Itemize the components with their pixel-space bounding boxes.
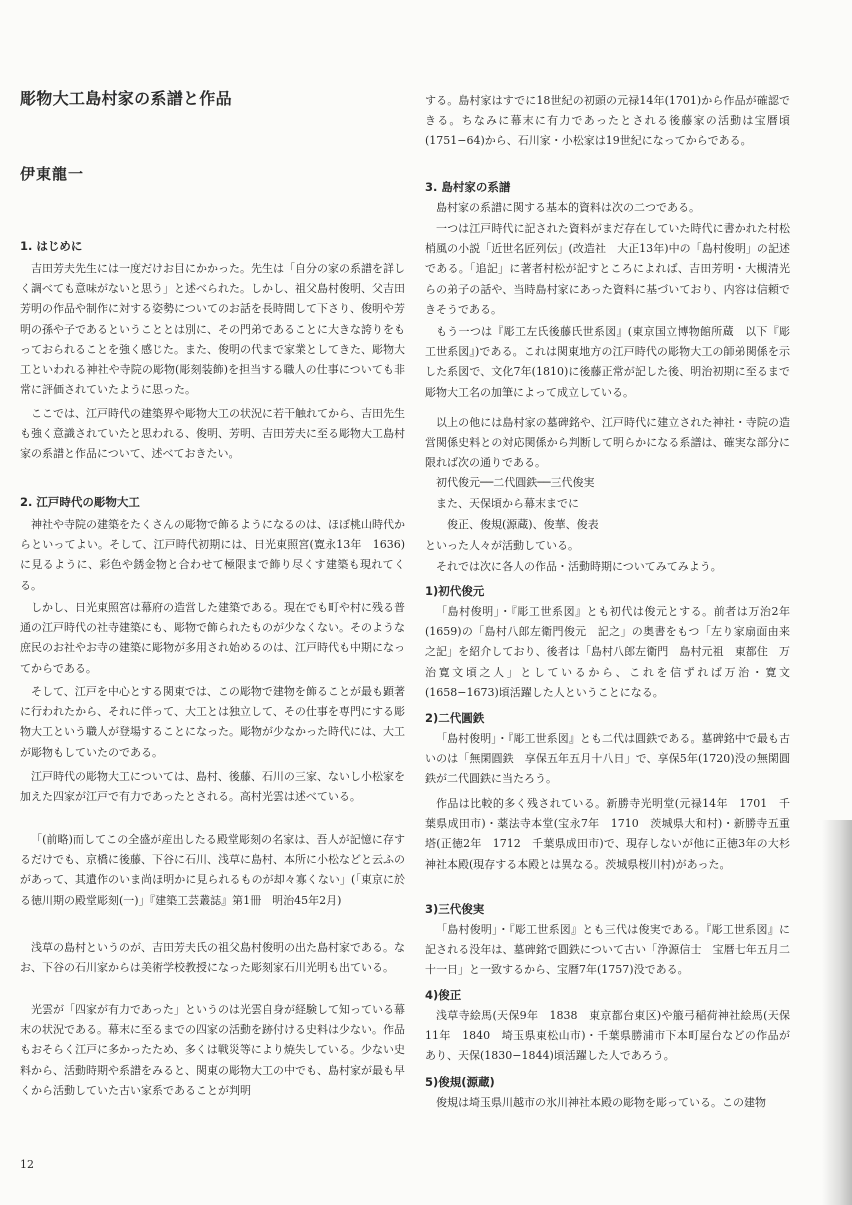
name-list: 俊正、俊規(源蔵)、俊華、俊表 [447,518,599,531]
paragraph: 「島村俊明」・『彫工世系図』とも二代は圓鉄である。墓碑銘中で最も古いのは「無閑圓鉄 享保五年五月十八日」で、享保5年(1720)没の無閑圓鉄が二代圓鉄に当たろう。 [425,732,790,786]
section-heading-2: 2. 江戸時代の彫物大工 [20,495,140,509]
page-number: 12 [20,1158,34,1171]
section-heading-1: 1. はじめに [20,239,83,253]
subsection-heading: 1)初代俊元 [425,584,485,598]
paragraph: 吉田芳夫先生には一度だけお目にかかった。先生は「自分の家の系譜を詳しく調べても意味がないと思う」と述べられた。しかし、祖父島村俊明、父吉田芳明の作品や制作に対する姿勢についてのお話を長時間して下さり、俊明や芳明の孫や子であるということとは別に、その門弟であることに大きな誇りをもっておられることを強く感じた。また、俊明の代まで家業としてきた、彫物大工といわれる神社や寺院の彫物(彫刻装飾)を担当する職人の仕事についても非常に評価されていたように思った。 [20,262,405,397]
subsection-heading: 5)俊規(源蔵) [425,1075,495,1089]
paragraph: 浅草の島村というのが、吉田芳夫氏の祖父島村俊明の出た島村家である。なお、下谷の石川家からは美術学校教授になった彫刻家石川光明も出ている。 [20,941,405,975]
page-edge-shadow [822,820,852,1205]
paragraph: 島村家の系譜に関する基本的資料は次の二つである。 [436,201,700,214]
paragraph: 以上の他には島村家の墓碑銘や、江戸時代に建立された神社・寺院の造営関係史料との対応関係から判断して明らかになる系譜は、確実な部分に限れば次の通りである。 [425,416,790,470]
paragraph: 一つは江戸時代に記された資料がまだ存在していた時代に書かれた村松梢風の小説「近世名匠列伝」(改造社 大正13年)中の「島村俊明」の記述である。「追記」に著者村松が記すところによれば、吉田芳明・大槻清光らの弟子の話や、当時島村家にあった資料に基づいており、内容は信頼できそうである。 [425,222,790,316]
paragraph: それでは次に各人の作品・活動時期についてみてみよう。 [436,560,722,573]
subsection-heading: 4)俊正 [425,988,462,1002]
paragraph: そして、江戸を中心とする関東では、この彫物で建物を飾ることが最も顕著に行われたから、それに伴って、大工とは独立して、その仕事を専門にする彫物大工という職人が登場することになった。彫物が少なかった時代には、大工が彫物もしていたのである。 [20,685,405,759]
lineage-line: 初代俊元──二代圓鉄──三代俊実 [436,476,595,489]
paragraph: また、天保頃から幕末までに [436,497,579,510]
subsection-heading: 3)三代俊実 [425,902,485,916]
paragraph: ここでは、江戸時代の建築界や彫物大工の状況に若干触れてから、吉田先生も強く意識されていたと思われる、俊明、芳明、吉田芳夫に至る彫物大工島村家の系譜と作品について、述べておきたい。 [20,407,405,461]
paragraph: 俊規は埼玉県川越市の氷川神社本殿の彫物を彫っている。この建物 [436,1096,766,1109]
paragraph: 神社や寺院の建築をたくさんの彫物で飾るようになるのは、ほぼ桃山時代からといってよい。そして、江戸時代初期には、日光東照宮(寛永13年 1636)に見るように、彩色や銹金物と合わせて極限まで飾り尽くす建築も現れてくる。 [20,518,405,592]
quotation: 「(前略)而してこの全盛が産出したる殿堂彫刻の名家は、吾人が記憶に存するだけでも、京橋に後藤、下谷に石川、浅草に島村、本所に小松などと云ふのがあって、其遺作のいま尚ほ明かに見られるものが却々寡くない」(「東京に於る徳川期の殿堂彫刻(一)」『建築工芸叢誌』第1冊 明治45年2月) [20,833,405,907]
subsection-heading: 2)二代圓鉄 [425,711,485,725]
paragraph: 浅草寺絵馬(天保9年 1838 東京都台東区)や箙弓稲荷神社絵馬(天保11年 1840 埼玉県東松山市)・千葉県勝浦市下本町屋台などの作品があり、天保(1830−1844)頃活躍した人であろう。 [425,1009,790,1063]
paragraph: 作品は比較的多く残されている。新勝寺光明堂(元禄14年 1701 千葉県成田市)・薬法寺本堂(宝永7年 1710 茨城県大和村)・新勝寺五重塔(正徳2年 1712 千葉県成田市)で、現存しないが他に正徳3年の大杉神社本殿(現存する本殿とは異なる。茨城県桜川村)があった。 [425,797,790,871]
paragraph: する。島村家はすでに18世紀の初頭の元禄14年(1701)から作品が確認できる。ちなみに幕末に有力であったとされる後藤家の活動は宝暦頃(1751−64)から、石川家・小松家は19世紀になってからである。 [425,94,790,148]
paragraph: もう一つは『彫工左氏後藤氏世系図』(東京国立博物館所蔵 以下『彫工世系図』)である。これは関東地方の江戸時代の彫物大工の師弟関係を示した系図で、文化7年(1810)に後藤正常が記した後、明治初期に至るまで彫物大工名の加筆によって成立している。 [425,325,790,399]
author-name: 伊東龍一 [20,165,85,183]
section-heading-3: 3. 島村家の系譜 [425,180,511,194]
paragraph: しかし、日光東照宮は幕府の造営した建築である。現在でも町や村に残る普通の江戸時代の社寺建築にも、彫物で飾られたものが少なくない。そのような庶民のお社やお寺の建築に彫物が多用され始めるのは、江戸時代も中期になってからである。 [20,601,405,675]
paragraph: 「島村俊明」・『彫工世系図』とも初代は俊元とする。前者は万治2年(1659)の「島村八郎左衛門俊元 記之」の奥書をもつ「左り家扇面由来之記」を紹介しており、後者は「島村八郎左衛門 島村元祖 東都住 万治寛文頃之人」としているから、これを信ずれば万治・寛文(1658−1673)頃活躍した人ということになる。 [425,605,790,699]
paragraph: 江戸時代の彫物大工については、島村、後藤、石川の三家、ないし小松家を加えた四家が江戸で有力であったとされる。高村光雲は述べている。 [20,770,405,804]
paragraph: 「島村俊明」・『彫工世系図』とも三代は俊実である。『彫工世系図』に記される没年は、墓碑銘で圓鉄について古い「浄源信士 宝暦七年五月二十一日」と一致するから、宝暦7年(1757)没である。 [425,923,790,977]
article-title: 彫物大工島村家の系譜と作品 [20,89,232,108]
paragraph: といった人々が活動している。 [425,539,579,552]
paragraph: 光雲が「四家が有力であった」というのは光雲自身が経験して知っている幕末の状況である。幕末に至るまでの四家の活動を跡付ける史料は少ない。作品もおそらく江戸に多かったため、多くは戦災等により焼失している。少ない史料から、活動時期や系譜をみると、関東の彫物大工の中でも、島村家が最も早くから活動していた古い家系であることが判明 [20,1003,405,1097]
